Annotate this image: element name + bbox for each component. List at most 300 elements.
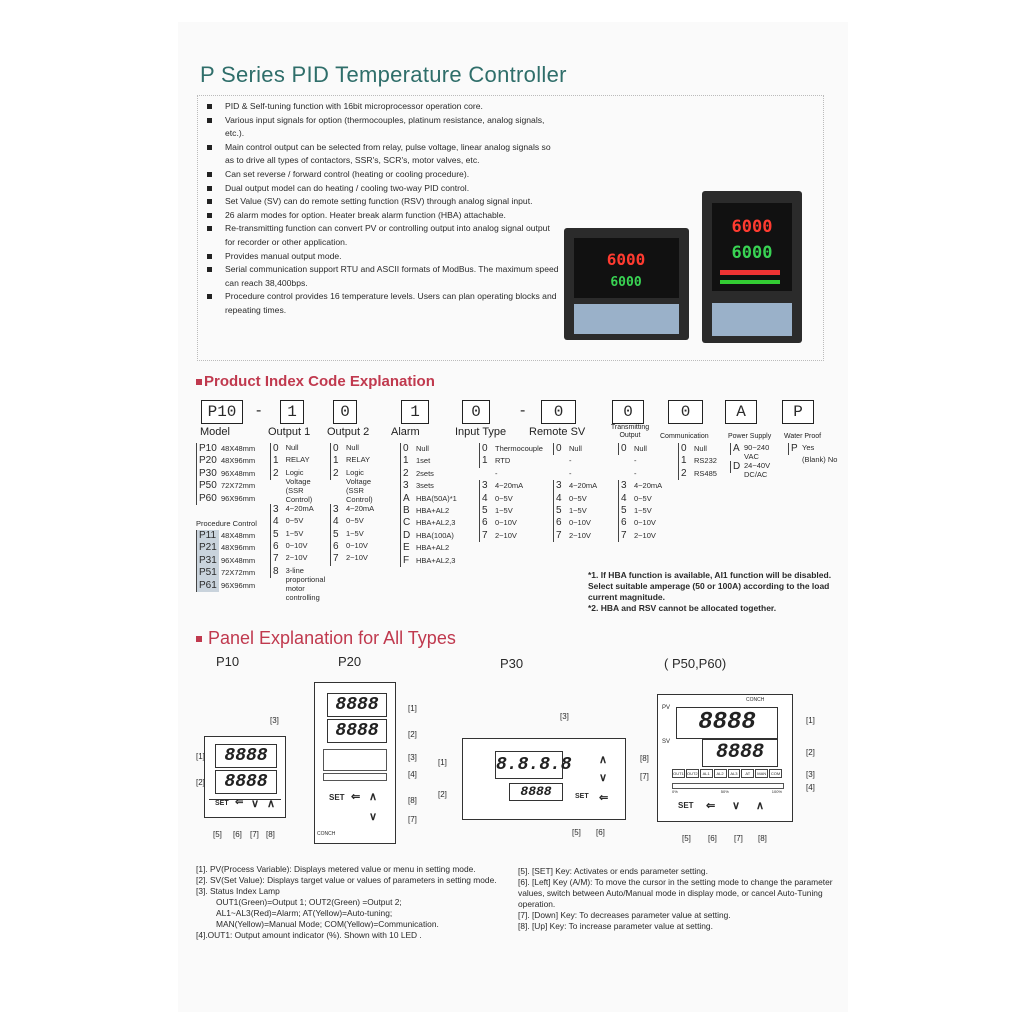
code-row [400,530,457,542]
code-box: 0 [612,400,644,424]
code-key: P31 [196,555,219,567]
code-key: 2 [270,468,284,480]
procedure-label: Procedure Control [196,519,257,528]
code-key: 4 [330,516,344,528]
code-row [479,468,543,480]
p30-callout-5: [5] [572,828,581,837]
code-row [730,461,780,479]
code-value: 2~10V [285,553,308,563]
svg-text:6000: 6000 [731,217,773,237]
code-key: 4 [618,493,632,505]
code-value: 3sets [416,481,434,491]
p50-up-button[interactable]: ∧ [756,800,765,812]
code-key: 7 [270,553,284,565]
notes [588,570,838,614]
p10-up-button[interactable]: ∧ [267,798,276,810]
code-row [553,505,597,517]
description-line: [8]. [Up] Key: To increase parameter value at setting. [518,921,713,931]
note-1: *1. If HBA function is available, AI1 function will be disabled. Select suitable amperage (50 or 100A) according to the load current magnitude. [588,570,832,602]
p10-callout-8: [8] [266,830,275,839]
remote-column [553,443,597,542]
description-line: OUT1(Green)=Output 1; OUT2(Green) =Output 2; [216,897,402,907]
code-value: 48X48mm [221,531,256,540]
code-key: 0 [553,443,567,455]
code-key: 0 [618,443,632,455]
code-value: 0~10V [495,518,517,528]
code-value: HBA(50A)*1 [416,493,457,503]
p50-callout-4: [4] [806,783,815,792]
code-box: A [725,400,757,424]
procedure-column [196,530,255,592]
code-key: P20 [196,455,219,467]
product-photo [562,188,824,348]
code-row [400,555,457,567]
code-value: 0~10V [634,518,656,528]
code-box: 1 [401,400,429,424]
feature-item: PID & Self-tuning function with 16bit microprocessor operation core. [205,100,560,114]
code-row [618,505,662,517]
p20-brand: CONCH [317,831,336,837]
code-row [788,443,838,455]
p20-up-button[interactable]: ∧ [369,791,378,803]
note-2: *2. HBA and RSV cannot be allocated together. [588,603,777,613]
p30-sv-display: 8888 [509,783,563,801]
feature-item: Can set reverse / forward control (heating or cooling procedure). [205,168,560,182]
output2-column [330,443,390,566]
status-lamp: MAN [757,771,767,776]
code-value: 48X96mm [221,456,256,466]
label-p30: P30 [500,656,524,671]
code-key: A [400,493,414,505]
p30-callout-3: [3] [560,712,569,721]
code-value: RS485 [694,468,717,478]
code-value: 0~5V [495,493,513,503]
code-key: 0 [479,443,493,455]
code-value: (Blank) No [802,455,838,465]
code-box: 0 [462,400,490,424]
p30-down-button[interactable]: ∨ [599,772,608,784]
header-power: Power Supply [728,433,772,440]
code-key: P [788,443,800,455]
code-row [479,455,543,467]
code-value: Logic Voltage (SSR Control) [346,467,373,504]
code-value: - [634,468,637,478]
p10-panel [204,736,286,818]
feature-item: Re-transmitting function can convert PV or controlling output into analog signal output for recorder or other application. [205,222,560,249]
code-row [196,542,255,554]
header-alarm: Alarm [391,426,420,438]
code-value: - [634,456,637,466]
code-value: 0~5V [285,516,304,526]
code-row [270,468,328,504]
code-value: 0~5V [569,493,587,503]
header-output1: Output 1 [268,426,311,438]
code-key: P51 [196,567,219,579]
p20-sv-display: 8888 [327,719,387,743]
svg-text:6000: 6000 [610,275,642,290]
p50-callout-7: [7] [734,834,743,843]
power-column [730,443,780,479]
code-box: P10 [201,400,243,424]
code-key: 7 [479,530,493,542]
p50-callout-6: [6] [708,834,717,843]
p20-callout-3: [3] [408,753,417,762]
code-key: E [400,542,414,554]
code-key: 1 [270,455,284,467]
code-value: HBA+AL2 [416,506,450,516]
code-value: Null [285,443,299,452]
code-dash: - [256,402,262,419]
description-line: [1]. PV(Process Variable): Displays metered value or menu in setting mode. [196,864,476,874]
code-key: P61 [196,580,219,592]
code-key: A [730,443,742,455]
description-line: [2]. SV(Set Value): Displays target value or values of parameters in setting mode. [196,875,497,885]
p20-down-button[interactable]: ∨ [369,811,378,823]
panel-heading: Panel Explanation for All Types [196,628,456,649]
description-line: [7]. [Down] Key: To decreases parameter value at setting. [518,910,731,920]
code-value: 96X96mm [221,493,256,503]
code-key: 6 [618,517,632,529]
code-row [270,455,328,467]
code-row [678,455,717,467]
p10-pv-display: 8888 [215,744,277,768]
code-value: 1~5V [285,528,304,538]
code-key: 3 [400,480,414,492]
status-lamp: AL2 [714,769,727,778]
p20-callout-2: [2] [408,730,417,739]
code-row [618,443,662,455]
code-key: P21 [196,542,219,554]
p30-callout-8: [8] [640,754,649,763]
code-value: 48X48mm [221,444,256,453]
p20-set-button[interactable]: SET [329,793,345,802]
code-row [330,468,390,504]
code-key: 6 [479,517,493,529]
bar-label-100: 100% [771,789,782,794]
code-row [196,480,255,492]
communication-column [678,443,717,480]
code-value: 1~5V [569,506,587,516]
p50-pv-label: PV [662,705,671,711]
description-right [518,866,834,932]
code-value: 2~10V [346,553,368,563]
p10-down-button[interactable]: ∨ [251,798,260,810]
code-key: 6 [270,541,284,553]
code-value: Null [694,444,707,453]
p30-pv-display: 8.8.8.8 [495,751,563,779]
code-key: 5 [479,505,493,517]
code-value: 1~5V [495,506,513,516]
p20-callout-7: [7] [408,815,417,824]
code-key: 5 [330,529,344,541]
p20-callout-1: [1] [408,704,417,713]
code-box: 0 [668,400,703,424]
code-value: 1set [416,456,431,466]
code-key: 6 [553,517,567,529]
index-heading: Product Index Code Explanation [196,373,435,390]
code-value: 0~10V [346,541,368,551]
code-value: 3-line proportional motor controlling [285,565,326,602]
code-key: B [400,505,414,517]
header-model: Model [200,426,230,438]
code-row [400,468,457,480]
p30-left-button[interactable]: ⇐ [599,792,609,804]
code-key: C [400,517,414,529]
code-row [330,443,390,455]
code-row [400,517,457,529]
code-key: 5 [553,505,567,517]
code-value: 4~20mA [495,481,524,491]
code-row [553,468,597,480]
code-value: - [495,468,498,478]
code-value: 0~10V [285,541,308,551]
p10-callout-1: [1] [196,752,205,761]
header-input: Input Type [455,426,507,438]
code-value: RTD [495,456,511,466]
header-water: Water Proof [784,433,822,440]
p50-callout-1: [1] [806,716,815,725]
code-row [553,493,597,505]
code-value: Thermocouple [495,444,543,453]
status-lamp: OUT2 [686,771,698,776]
p10-callout-7: [7] [250,830,259,839]
status-lamp: AL1 [700,769,713,778]
p50-panel [657,694,793,822]
code-value: RELAY [285,455,310,465]
p50-callout-2: [2] [806,748,815,757]
code-row [330,516,390,528]
code-row [400,505,457,517]
water-column [788,443,838,464]
description-line: [5]. [SET] Key: Activates or ends parameter setting. [518,866,708,876]
p20-left-button[interactable]: ⇐ [351,791,361,803]
p10-callout-6: [6] [233,830,242,839]
code-row [196,493,255,505]
code-row [479,443,543,455]
code-dash: - [520,402,526,419]
code-value: 0~10V [569,518,591,528]
code-row [618,517,662,529]
svg-text:6000: 6000 [606,250,646,269]
description-line: [6]. [Left] Key (A/M): To move the cursor in the setting mode to change the parameter values, switch between Auto/Manual mode in display mode, or cancel Auto-Tuning operation. [518,877,833,909]
p50-sv-label: SV [662,739,671,745]
code-row [479,493,543,505]
header-remote: Remote SV [529,426,586,438]
p50-brand: CONCH [746,697,765,703]
input-column [479,443,543,542]
code-row [479,505,543,517]
status-lamp: AL3 [728,769,741,778]
code-value: 2~10V [495,530,517,540]
code-row [553,455,597,467]
code-row [618,455,662,467]
code-box: P [782,400,814,424]
code-value: HBA(100A) [416,530,454,540]
code-row [270,504,328,516]
code-value: 4~20mA [569,481,598,491]
code-key: 7 [553,530,567,542]
code-value: Logic Voltage (SSR Control) [285,467,313,504]
code-row [270,529,328,541]
code-key: 2 [678,468,692,480]
feature-item: Main control output can be selected from relay, pulse voltage, linear analog signals so as to drive all types of contactors, SSR's, SCR's, motor valves, etc. [205,141,560,168]
code-key: 1 [479,455,493,467]
code-row [678,468,717,480]
feature-item: 26 alarm modes for option. Heater break alarm function (HBA) attachable. [205,209,560,223]
description-line: [4].OUT1: Output amount indicator (%). Shown with 10 LED . [196,930,422,940]
code-value: 2sets [416,468,434,478]
code-row [270,443,328,455]
code-key: 0 [270,443,284,455]
code-key: F [400,555,414,567]
code-value: HBA+AL2,3 [416,555,456,565]
code-value: 0~5V [346,516,364,526]
code-row [270,566,328,602]
feature-item: Various input signals for option (thermocouples, platinum resistance, analog signals, etc.). [205,114,560,141]
feature-item: Provides manual output mode. [205,250,560,264]
code-box: 0 [333,400,357,424]
header-communication: Communication [660,433,709,440]
code-value: 72X72mm [221,568,256,578]
alarm-column [400,443,457,567]
p50-status-lamps [672,769,782,778]
code-row [553,517,597,529]
p20-callout-8: [8] [408,796,417,805]
code-row [400,542,457,554]
p10-callout-5: [5] [213,830,222,839]
code-row [196,580,255,592]
description-line: AL1~AL3(Red)=Alarm; AT(Yellow)=Auto-tuning; [216,908,393,918]
code-value: 0~5V [634,493,652,503]
code-key: 6 [330,541,344,553]
code-row [400,493,457,505]
code-key: 1 [330,455,344,467]
page-title: P Series PID Temperature Controller [200,62,567,87]
code-key: 8 [270,566,284,578]
code-key: 1 [400,455,414,467]
description-left [196,864,506,941]
model-column [196,443,255,505]
code-row [479,530,543,542]
code-value: HBA+AL2 [416,543,450,553]
p30-panel [462,738,626,820]
code-row [330,455,390,467]
code-row [618,480,662,492]
code-value: HBA+AL2,3 [416,518,456,528]
code-value: Null [346,443,359,452]
code-key: 2 [330,468,344,480]
code-row [618,493,662,505]
code-value: 1~5V [634,506,652,516]
code-key: P30 [196,468,219,480]
p30-up-button[interactable]: ∧ [599,754,608,766]
code-row [270,516,328,528]
feature-list [205,100,560,318]
label-p50: ( P50,P60) [664,656,727,671]
p20-panel [314,682,396,844]
code-key: 7 [330,553,344,565]
output1-column [270,443,328,602]
code-row [618,468,662,480]
code-key: P10 [196,443,219,455]
code-key: 3 [479,480,493,492]
code-row [330,504,390,516]
code-row [400,443,457,455]
label-p10: P10 [216,654,240,669]
code-value: 96X48mm [221,468,256,478]
code-row [270,541,328,553]
p30-callout-1: [1] [438,758,447,767]
code-value: 48X96mm [221,543,256,553]
p10-set-button[interactable]: SET [215,800,229,807]
p10-left-button[interactable]: ⇐ [235,797,244,808]
code-key: 7 [618,530,632,542]
code-value: 72X72mm [221,481,256,491]
code-row [730,443,780,461]
code-row [618,530,662,542]
p10-callout-3: [3] [270,716,279,725]
code-row [270,553,328,565]
code-row [196,555,255,567]
code-value: 4~20mA [285,503,314,513]
feature-item: Dual output model can do heating / cooling two-way PID control. [205,182,560,196]
code-key: P11 [196,530,219,542]
code-value: - [569,468,572,478]
p50-set-button[interactable]: SET [678,801,694,810]
description-line: [3]. Status Index Lamp [196,886,280,896]
code-row [553,480,597,492]
p30-callout-7: [7] [640,772,649,781]
p50-left-button[interactable]: ⇐ [706,800,716,812]
code-key: 2 [400,468,414,480]
code-row [553,530,597,542]
code-value: 90~240 VAC [744,443,770,461]
svg-text:6000: 6000 [731,243,773,263]
code-key: P50 [196,480,219,492]
code-row [196,455,255,467]
feature-item: Set Value (SV) can do remote setting function (RSV) through analog signal input. [205,195,560,209]
code-key: 0 [330,443,344,455]
code-row [196,443,255,455]
header-output2: Output 2 [327,426,370,438]
code-value: 96X96mm [221,580,256,590]
p50-sv-display: 8888 [702,739,778,767]
code-value: 2~10V [569,530,591,540]
code-value: 1~5V [346,528,364,538]
code-key: D [730,461,742,473]
code-value: 4~20mA [346,503,375,513]
code-key: 0 [400,443,414,455]
code-row [196,530,255,542]
feature-item: Procedure control provides 16 temperature levels. Users can plan operating blocks and repeating times. [205,290,560,317]
bar-label-0: 0% [672,789,678,794]
code-key: 4 [553,493,567,505]
header-transmitting: Transmitting Output [610,424,650,439]
code-row [400,480,457,492]
code-key: 3 [270,504,284,516]
p50-down-button[interactable]: ∨ [732,800,741,812]
code-key: 3 [553,480,567,492]
code-row [196,468,255,480]
description-line: MAN(Yellow)=Manual Mode; COM(Yellow)=Communication. [216,919,439,929]
code-value: RELAY [346,455,371,465]
p30-set-button[interactable]: SET [575,793,589,800]
code-key: 4 [479,493,493,505]
code-key: 5 [270,529,284,541]
status-lamp: OUT1 [673,771,684,776]
code-key: 3 [618,480,632,492]
feature-item: Serial communication support RTU and ASCII formats of ModBus. The maximum speed can reach 38,400bps. [205,263,560,290]
